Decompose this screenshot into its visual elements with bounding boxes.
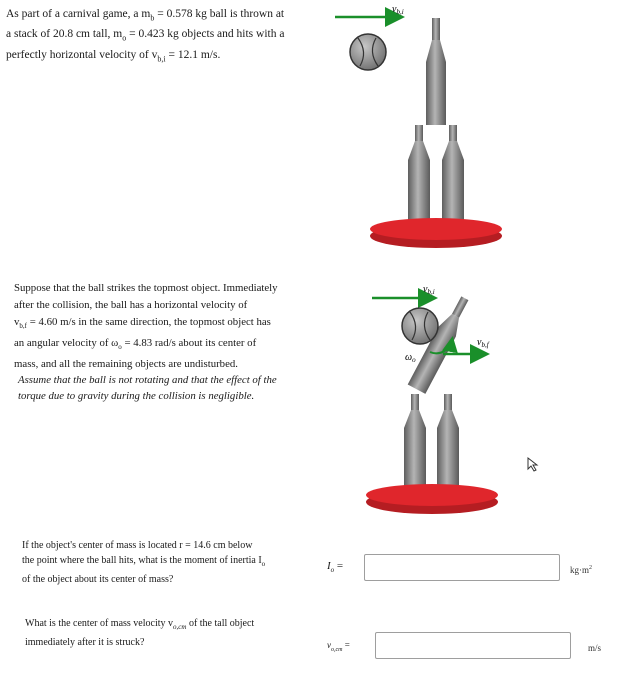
top-base: [370, 218, 502, 240]
mid-vbi-label: $v_{b,i}$: [423, 284, 435, 296]
moment-inertia-unit: $kg\cdot m^2$: [570, 565, 592, 575]
collision-text: Suppose that the ball strikes the topmost object. Immediately after the collision, the ball has a horizontal velocity of $v_{b,f} = 4.60$ m/s in the same direction, the topmost object has an angular velocity of $\omega_o = 4.83$ rad/s about its center of mass, and all the remaining objects are undisturbed.: [14, 282, 278, 371]
top-ball: [350, 34, 386, 70]
mid-lower-bottle-right: [437, 394, 459, 490]
moment-inertia-symbol: $I_o$ =: [327, 560, 344, 575]
lower-bottle-right: [442, 125, 464, 225]
cm-velocity-unit: m/s: [588, 643, 602, 653]
top-bottle: [426, 18, 446, 125]
mid-vbf-label: $v_{b,f}$: [477, 337, 489, 349]
collision-scene: [366, 284, 498, 514]
mid-lower-bottle-left: [404, 394, 426, 490]
assumption-text: Assume that the ball is not rotating and that the effect of the torque due to gravity during the collision is negligible.: [18, 374, 277, 402]
intro-text: As part of a carnival game, a $m_b = 0.578$ kg ball is thrown at a stack of 20.8 cm tall, $m_o = 0.423$ kg objects and hits with a perfectly horizontal velocity of $v_{b,i} = 12.1$ m/s.: [6, 8, 285, 63]
mid-ball: [402, 308, 438, 344]
question-2-text: What is the center of mass velocity $v_{o,cm}$ of the tall object immediately after it is struck?: [25, 618, 255, 648]
cursor-icon: [528, 458, 537, 471]
mid-base: [366, 484, 498, 506]
lower-bottle-left: [408, 125, 430, 225]
omega-label: $\omega_o$: [405, 352, 416, 364]
question-1-text: If the object's center of mass is located r = 14.6 cm below the point where the ball hits, what is the moment of inertia $I_o$ of the object about its center of mass?: [22, 540, 266, 585]
top-scene: [335, 4, 502, 248]
top-vbi-label: $v_{b,i}$: [392, 4, 404, 16]
cm-velocity-symbol: $v_{o,cm}$ =: [327, 640, 350, 653]
